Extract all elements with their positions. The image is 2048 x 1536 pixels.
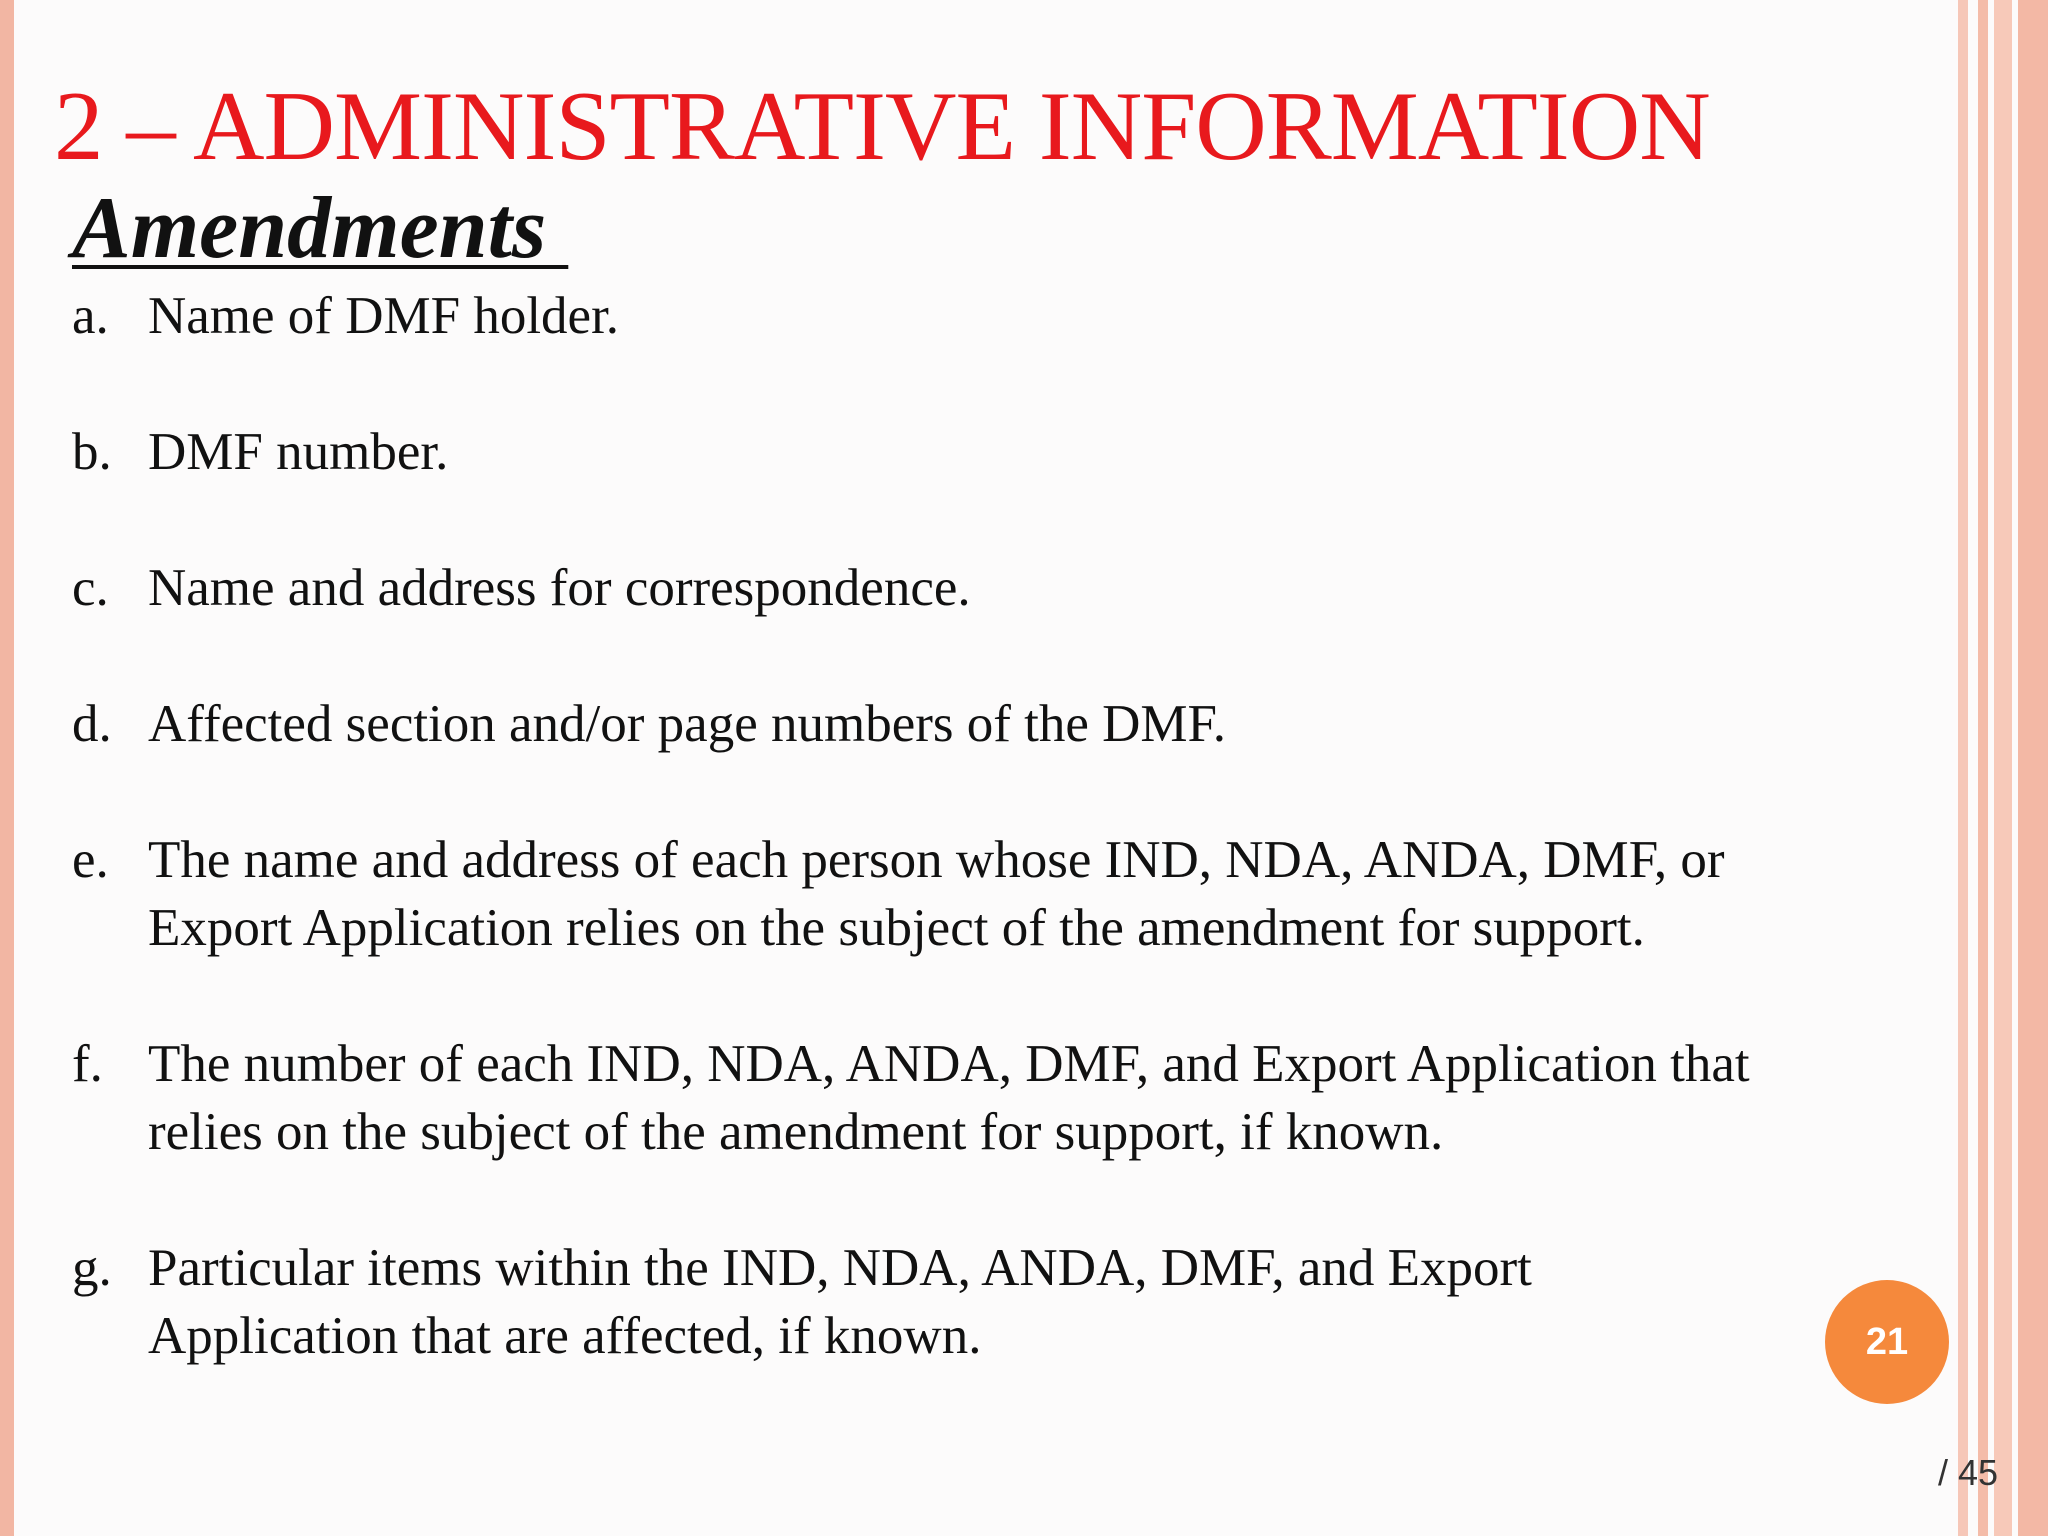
list-marker: f. <box>72 1035 103 1093</box>
list-item-text: The number of each IND, NDA, ANDA, DMF, and Export Application that <box>148 1035 1750 1093</box>
right-frame-stripe <box>1994 0 2012 1536</box>
list-item <box>72 418 1952 486</box>
page-total: / 45 <box>1937 1452 1998 1493</box>
list-item-text: Name and address for correspondence. <box>148 559 971 617</box>
list-item-text: Name of DMF holder. <box>148 287 620 345</box>
list-marker: g. <box>72 1239 112 1297</box>
list-item <box>72 1234 1952 1370</box>
page-number-badge: 21 <box>1825 1280 1949 1404</box>
list-item <box>72 690 1952 758</box>
right-frame-stripe <box>1958 0 1968 1536</box>
list-marker: a. <box>72 287 109 345</box>
list-item <box>72 1030 1952 1166</box>
list-item-text: DMF number. <box>148 423 449 481</box>
list-marker: b. <box>72 423 112 481</box>
amendment-list <box>72 282 1952 1370</box>
left-frame-border <box>0 0 14 1536</box>
list-item <box>72 554 1952 622</box>
list-marker: c. <box>72 559 109 617</box>
list-marker: e. <box>72 831 109 889</box>
slide-subtitle: Amendments <box>72 180 569 277</box>
list-item-text: Particular items within the IND, NDA, ANDA, DMF, and Export <box>148 1239 1532 1297</box>
list-item <box>72 282 1952 350</box>
list-item-text: Affected section and/or page numbers of the DMF. <box>148 695 1227 753</box>
list-item-text: Application that are affected, if known. <box>148 1307 982 1365</box>
right-frame-stripe <box>2018 0 2048 1536</box>
list-marker: d. <box>72 695 112 753</box>
slide-title: 2 – ADMINISTRATIVE INFORMATION <box>54 72 1710 181</box>
list-item <box>72 826 1952 962</box>
list-item-text: The name and address of each person whose IND, NDA, ANDA, DMF, or <box>148 831 1725 889</box>
list-item-text: Export Application relies on the subject of the amendment for support. <box>148 899 1645 957</box>
list-item-text: relies on the subject of the amendment for support, if known. <box>148 1103 1444 1161</box>
right-frame-stripe <box>1978 0 1988 1536</box>
